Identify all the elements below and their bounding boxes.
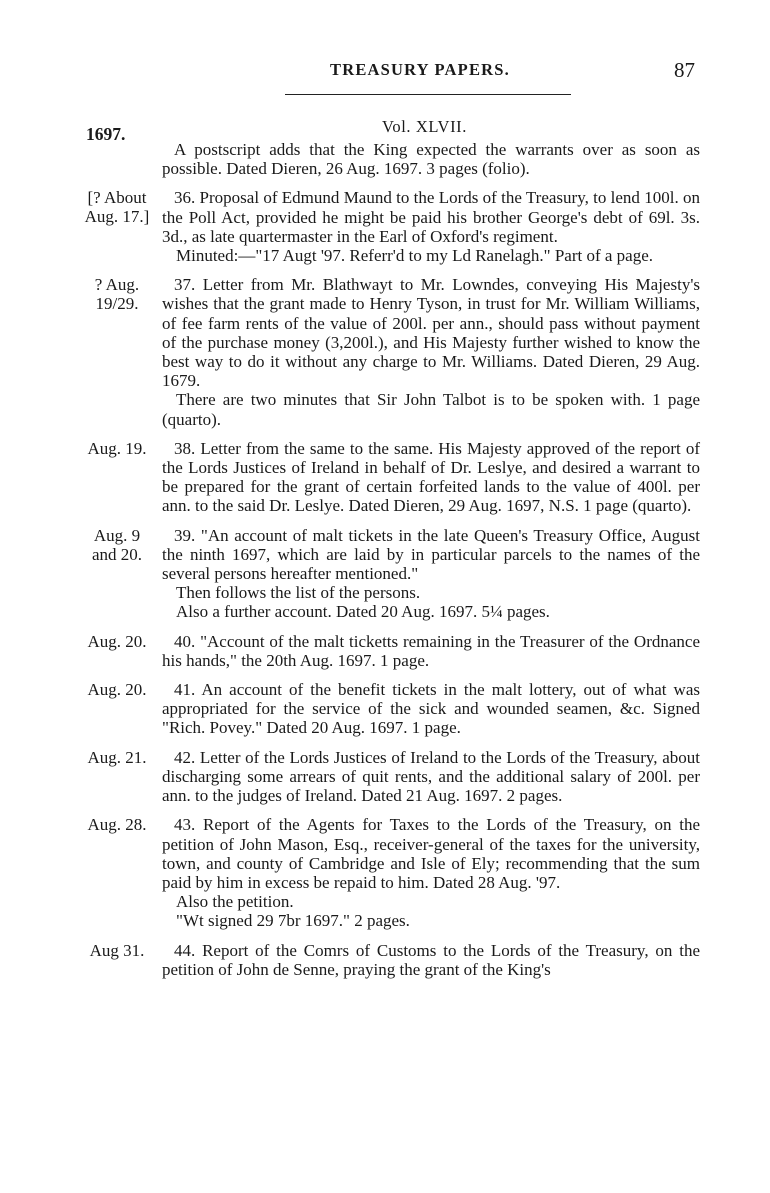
- entry-body: [162, 748, 700, 806]
- entry-paragraph: 44. Report of the Comrs of Customs to the Lords of the Treasury, on the petition of John de Senne, praying the grant of the King's: [162, 940, 700, 979]
- entry-date: Aug. 9 and 20.: [91, 525, 143, 564]
- entry-paragraph: 40. "Account of the malt ticketts remaining in the Treasurer of the Ordnance his hands," the 20th Aug. 1697. 1 page.: [162, 631, 700, 670]
- calendar-entry: [0, 526, 770, 622]
- calendar-entry: [0, 632, 770, 670]
- running-title: TREASURY PAPERS.: [330, 60, 510, 79]
- entry-paragraph: "Wt signed 29 7br 1697." 2 pages.: [176, 911, 410, 931]
- entry-paragraph: 38. Letter from the same to the same. His Majesty approved of the report of the Lords Justices of Ireland in behalf of Dr. Leslye, and desired a warrant to be prepared for the grant of certain forfeited lands to the value of 400l. per ann. to the said Dr. Leslye. Dated Dieren, 29 Aug. 1697, N.S. 1 page (quarto).: [162, 438, 700, 516]
- calendar-entry: [0, 941, 770, 979]
- entry-paragraph: 43. Report of the Agents for Taxes to the Lords of the Treasury, on the petition of John Mason, Esq., receiver-general of the taxes for the university, town, and county of Cambridge and Isle of Ely; recommending that the sum paid by him in excess be repaid to him. Dated 28 Aug. '97.: [162, 815, 700, 892]
- entry-body: [162, 680, 700, 738]
- entry-paragraph: Then follows the list of the persons.: [176, 583, 421, 603]
- calendar-entry: [0, 439, 770, 516]
- entry-date: Aug. 28.: [87, 815, 147, 835]
- entry-paragraph: A postscript adds that the King expected the warrants over as soon as possible. Dated Dieren, 26 Aug. 1697. 3 pages (folio).: [162, 140, 700, 179]
- entry-date: Aug. 20.: [87, 631, 147, 651]
- entry-date: Aug. 20.: [87, 680, 147, 700]
- entry-paragraph: 36. Proposal of Edmund Maund to the Lords of the Treasury, to lend 100l. on the Poll Act, provided he might be paid his brother George's debt of 69l. 3s. 3d., as late quartermaster in the Earl of Oxford's regiment.: [162, 188, 700, 246]
- entry-date: Aug. 21.: [87, 747, 147, 767]
- volume-heading: Vol. XLVII.: [382, 117, 467, 136]
- entry-paragraph: 37. Letter from Mr. Blathwayt to Mr. Lowndes, conveying His Majesty's wishes that the grant made to Henry Tyson, in trust for Mr. William Williams, of fee farm rents of the value of 200l. per ann., should pass without payment of the purchase money (3,200l.), and His Majesty further wished to know the best way to do it without any charge to Mr. Williams. Dated Dieren, 29 Aug. 1679.: [162, 275, 700, 391]
- calendar-entry: [0, 680, 770, 738]
- entry-body: [162, 632, 700, 670]
- year-marker: 1697.: [86, 124, 126, 144]
- calendar-entry: [0, 140, 770, 178]
- entry-body: [162, 941, 700, 979]
- calendar-entry: [0, 748, 770, 806]
- entry-body: [162, 275, 700, 429]
- entry-paragraph: Also a further account. Dated 20 Aug. 1697. 5¼ pages.: [176, 602, 550, 622]
- page-number: 87: [674, 58, 695, 82]
- calendar-entry: [0, 815, 770, 930]
- entry-body: [162, 526, 700, 622]
- entry-paragraph: 39. "An account of malt tickets in the late Queen's Treasury Office, August the ninth 1697, which are laid by in particular parcels to the names of the several persons hereafter mentioned.": [162, 525, 700, 584]
- entry-paragraph: 41. An account of the benefit tickets in the malt lottery, out of what was appropriated for the service of the sick and wounded seamen, &c. Signed "Rich. Povey." Dated 20 Aug. 1697. 1 page.: [162, 680, 700, 738]
- entry-date: Aug. 19.: [87, 438, 147, 458]
- entry-paragraph: Also the petition.: [176, 892, 294, 912]
- entry-date: Aug 31.: [89, 940, 145, 960]
- entry-date: [? About Aug. 17.]: [84, 188, 150, 227]
- entry-date: ? Aug. 19/29.: [94, 275, 140, 314]
- entry-body: [162, 439, 700, 516]
- calendar-entries: [0, 140, 770, 989]
- entry-paragraph: Minuted:—"17 Augt '97. Referr'd to my Ld Ranelagh." Part of a page.: [176, 246, 654, 266]
- calendar-entry: [0, 188, 770, 265]
- entry-body: [162, 188, 700, 265]
- entry-body: [162, 815, 700, 930]
- header-rule: [285, 94, 571, 95]
- entry-paragraph: There are two minutes that Sir John Talbot is to be spoken with. 1 page (quarto).: [162, 390, 700, 429]
- page-header: [0, 58, 770, 88]
- entry-body: [162, 140, 700, 178]
- calendar-entry: [0, 275, 770, 429]
- entry-paragraph: 42. Letter of the Lords Justices of Ireland to the Lords of the Treasury, about discharging some arrears of quit rents, and the additional salary of 200l. per ann. to the judges of Ireland. Dated 21 Aug. 1697. 2 pages.: [162, 747, 700, 806]
